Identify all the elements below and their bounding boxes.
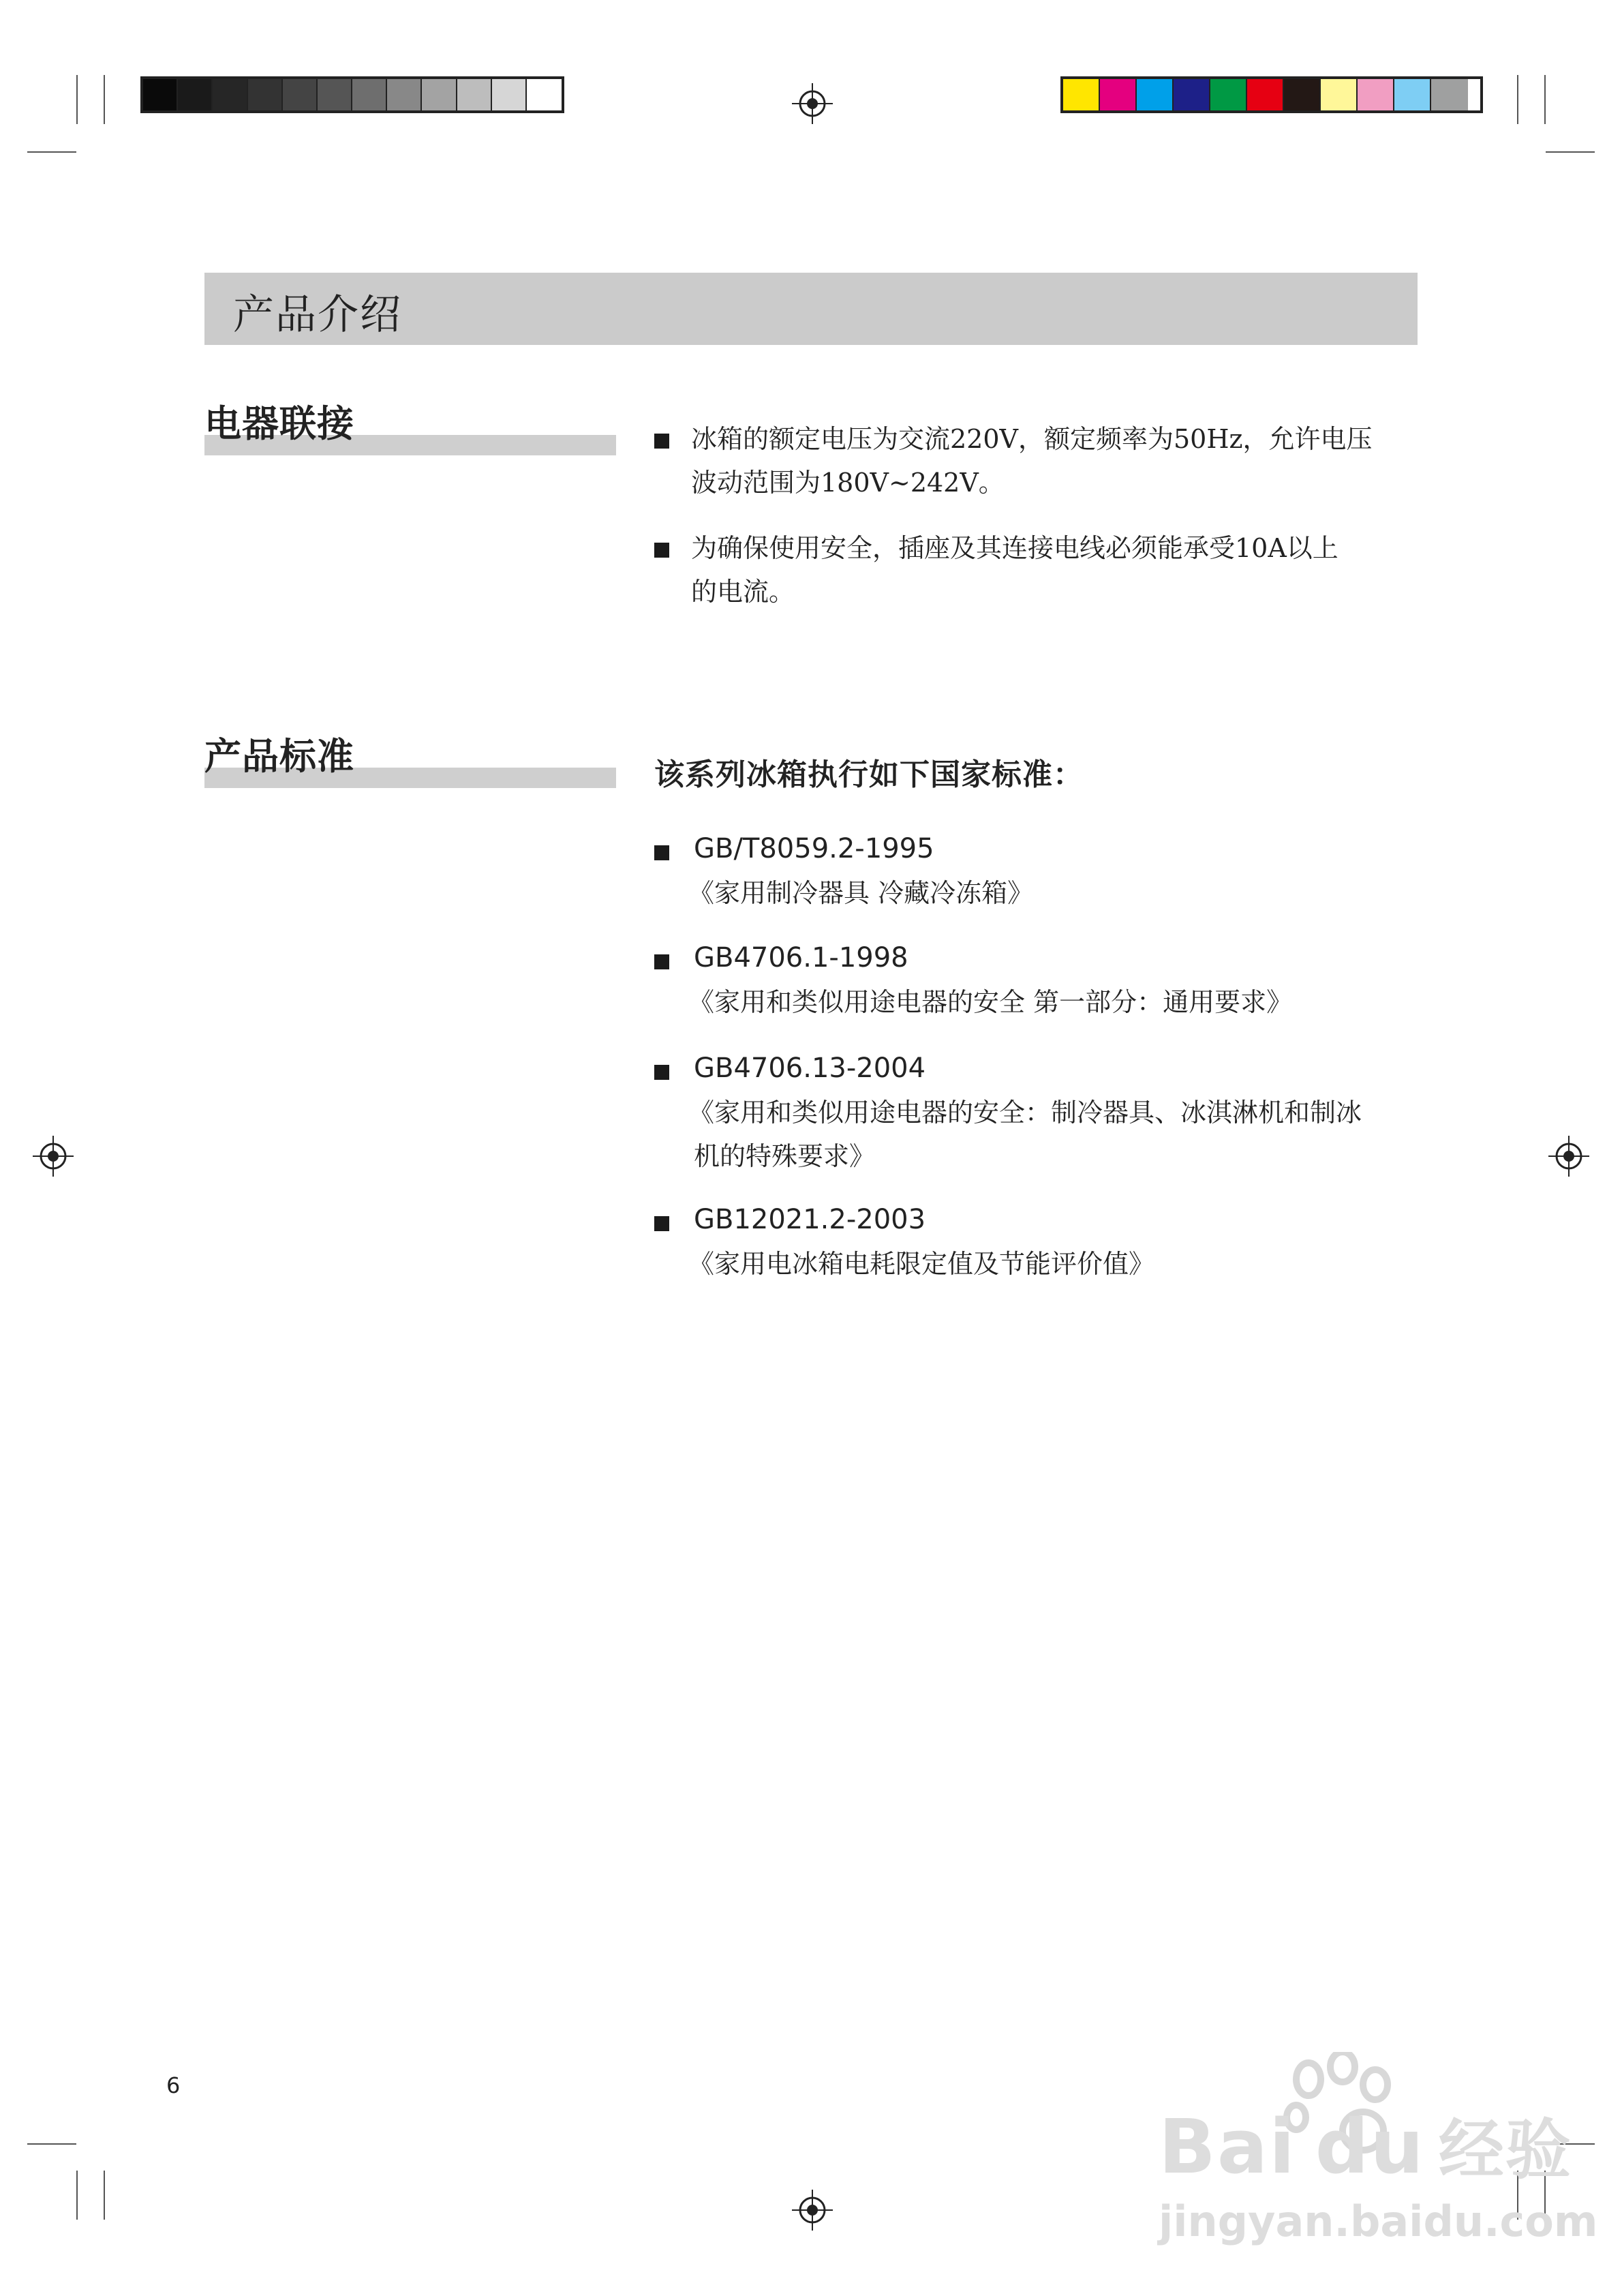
bullet-square-icon	[654, 543, 669, 558]
cmyk-color-bar	[1060, 76, 1483, 113]
section-heading-standards	[204, 720, 616, 788]
section-heading-text: 电器联接	[204, 402, 354, 445]
registration-mark-top-icon	[792, 83, 833, 124]
electrical-bullet-2-line-2: 的电流。	[691, 577, 795, 607]
standard-title-3-line-1: 《家用和类似用途电器的安全：制冷器具、冰淇淋机和制冰	[688, 1098, 1362, 1128]
color-swatch	[1063, 79, 1100, 110]
color-swatch	[1431, 79, 1468, 110]
crop-mark-tl-h	[27, 151, 76, 153]
crop-mark-tr-v2	[1517, 75, 1518, 124]
page-number: 6	[166, 2072, 181, 2098]
section-heading-electrical	[204, 387, 616, 455]
standards-intro: 该系列冰箱执行如下国家标准：	[654, 757, 1084, 792]
crop-mark-tr-h	[1546, 151, 1595, 153]
standard-code-3: GB4706.13-2004	[694, 1053, 926, 1084]
color-swatch	[1210, 79, 1247, 110]
color-swatch	[213, 79, 247, 110]
color-swatch	[1247, 79, 1284, 110]
standard-title-1: 《家用制冷器具 冷藏冷冻箱》	[688, 878, 1034, 908]
crop-mark-tl-v	[76, 75, 78, 124]
crop-mark-bl-v	[76, 2171, 78, 2220]
grayscale-color-bar	[140, 76, 564, 113]
watermark-brand-part-2: du	[1315, 2103, 1425, 2190]
bullet-square-icon	[654, 1216, 669, 1231]
color-swatch	[1137, 79, 1174, 110]
electrical-bullet-2-line-1: 为确保使用安全，插座及其连接电线必须能承受10A以上	[691, 533, 1338, 563]
section-heading-text: 产品标准	[204, 735, 354, 778]
watermark-url: jingyan.baidu.com	[1159, 2196, 1598, 2246]
crop-mark-tr-v	[1544, 75, 1546, 124]
standard-code-4: GB12021.2-2003	[694, 1204, 926, 1235]
crop-mark-tl-v2	[104, 75, 105, 124]
bullet-square-icon	[654, 434, 669, 449]
page-title: 产品介绍	[233, 291, 402, 339]
color-swatch	[492, 79, 527, 110]
bullet-square-icon	[654, 954, 669, 969]
watermark-brand-part-3: 经验	[1438, 2112, 1572, 2188]
color-swatch	[143, 79, 178, 110]
color-swatch	[457, 79, 492, 110]
color-swatch	[352, 79, 387, 110]
color-swatch	[1100, 79, 1137, 110]
watermark-brand-part-1: Bai	[1159, 2103, 1296, 2190]
standard-code-1: GB/T8059.2-1995	[694, 833, 934, 864]
standard-title-4: 《家用电冰箱电耗限定值及节能评价值》	[688, 1249, 1155, 1279]
standard-title-3-line-2: 机的特殊要求》	[694, 1141, 876, 1171]
color-swatch	[178, 79, 213, 110]
color-swatch	[248, 79, 283, 110]
registration-mark-left-icon	[33, 1136, 74, 1177]
registration-mark-bottom-icon	[792, 2190, 833, 2231]
color-swatch	[283, 79, 318, 110]
color-swatch	[1394, 79, 1431, 110]
standard-title-2: 《家用和类似用途电器的安全 第一部分：通用要求》	[688, 987, 1293, 1017]
color-swatch	[318, 79, 352, 110]
registration-mark-right-icon	[1548, 1136, 1589, 1177]
bullet-square-icon	[654, 845, 669, 860]
color-swatch	[527, 79, 562, 110]
color-swatch	[387, 79, 422, 110]
color-swatch	[422, 79, 457, 110]
bullet-square-icon	[654, 1065, 669, 1080]
standard-code-2: GB4706.1-1998	[694, 942, 908, 973]
color-swatch	[1284, 79, 1321, 110]
electrical-bullet-1-line-1: 冰箱的额定电压为交流220V，额定频率为50Hz，允许电压	[691, 424, 1373, 454]
crop-mark-bl-h	[27, 2143, 76, 2145]
page-title-band	[204, 273, 1418, 345]
electrical-bullet-1-line-2: 波动范围为180V~242V。	[691, 468, 1005, 498]
color-swatch	[1358, 79, 1394, 110]
crop-mark-bl-v2	[104, 2171, 105, 2220]
color-swatch	[1321, 79, 1358, 110]
watermark-brand	[1159, 2098, 1572, 2192]
color-swatch	[1174, 79, 1210, 110]
